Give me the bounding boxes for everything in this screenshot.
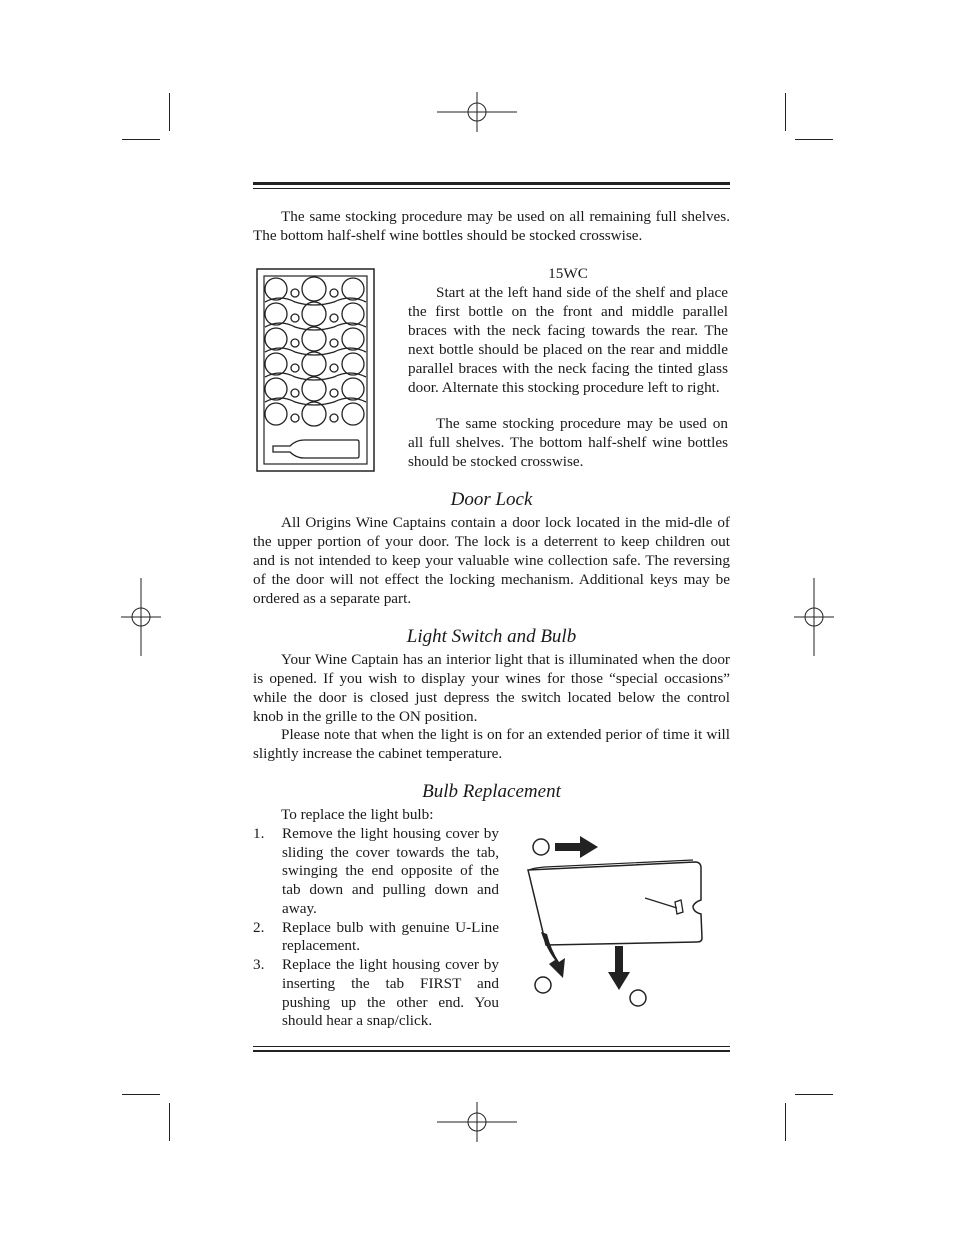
steps-intro: To replace the light bulb: (281, 806, 434, 823)
step-marker-circle (535, 977, 551, 993)
registration-mark-right (794, 578, 834, 656)
model-label: 15WC (548, 265, 588, 282)
list-item (253, 825, 499, 919)
model-paragraph-2: The same stocking procedure may be used on all full shelves. The bottom half-shelf wine bottles should be stocked crosswise. (408, 415, 728, 470)
step-text: Remove the light housing cover by sliding the cover towards the tab, swinging the end opposite of the tab down and pulling down and away. (282, 824, 499, 917)
step-text: Replace bulb with genuine U-Line replacement. (282, 918, 499, 955)
model-paragraph-1: Start at the left hand side of the shelf and place the first bottle on the front and middle parallel braces with the neck facing towards the rear. The next bottle should be placed on the rear and middle parallel braces with the neck facing the tinted glass door. Alternate this stocking procedure left to right. (408, 284, 728, 396)
door-lock-paragraph: All Origins Wine Captains contain a door lock located in the mid-dle of the upper portion of your door. The lock is a deterrent to keep children out and is not intended to keep your valuable wine collection safe. The reversing of the door will not effect the locking mechanism. Additional keys may be ordered as a separate part. (253, 514, 730, 607)
crop-mark-tr-v (785, 93, 786, 131)
crop-mark-tl-h (122, 139, 160, 140)
crop-mark-tl-v (169, 93, 170, 131)
intro-paragraph: The same stocking procedure may be used on all remaining full shelves. The bottom half-shelf wine bottles should be stocked crosswise. (253, 208, 730, 244)
bulb-replacement-heading: Bulb Replacement (422, 781, 561, 802)
registration-mark-bottom (437, 1102, 517, 1142)
pull-down-arrow-icon (608, 946, 630, 990)
light-housing-illustration (525, 832, 710, 1010)
crop-mark-bl-h (122, 1094, 160, 1095)
crop-mark-br-v (785, 1103, 786, 1141)
step-text: Replace the light housing cover by inserting the tab FIRST and pushing up the other end. You should hear a snap/click. (282, 956, 499, 1030)
registration-mark-top (437, 92, 517, 132)
light-switch-heading: Light Switch and Bulb (406, 626, 577, 647)
list-item (253, 919, 499, 957)
bulb-replacement-steps (253, 806, 499, 1031)
header-rule-thin (253, 188, 730, 189)
step-marker-circle (533, 839, 549, 855)
step-number: 1. (253, 824, 265, 842)
crop-mark-bl-v (169, 1103, 170, 1141)
footer-rule-thin (253, 1046, 730, 1047)
crop-mark-br-h (795, 1094, 833, 1095)
step-marker-circle (630, 990, 646, 1006)
light-switch-paragraph-2: Please note that when the light is on for an extended perior of time it will slightly increase the cabinet temperature. (253, 726, 730, 762)
crop-mark-tr-h (795, 139, 833, 140)
registration-mark-left (121, 578, 161, 656)
step-number: 2. (253, 918, 265, 936)
light-switch-paragraph-1: Your Wine Captain has an interior light that is illuminated when the door is opened. If you wish to display your wines for those “special occasions” while the door is closed just depress the switch located below the control knob in the grille to the ON position. (253, 651, 730, 725)
door-lock-heading: Door Lock (450, 489, 533, 510)
list-item (253, 956, 499, 1031)
step-number: 3. (253, 956, 265, 973)
slide-arrow-icon (555, 836, 598, 858)
footer-rule-thick (253, 1050, 730, 1052)
header-rule-thick (253, 182, 730, 185)
wine-rack-illustration (256, 268, 376, 473)
